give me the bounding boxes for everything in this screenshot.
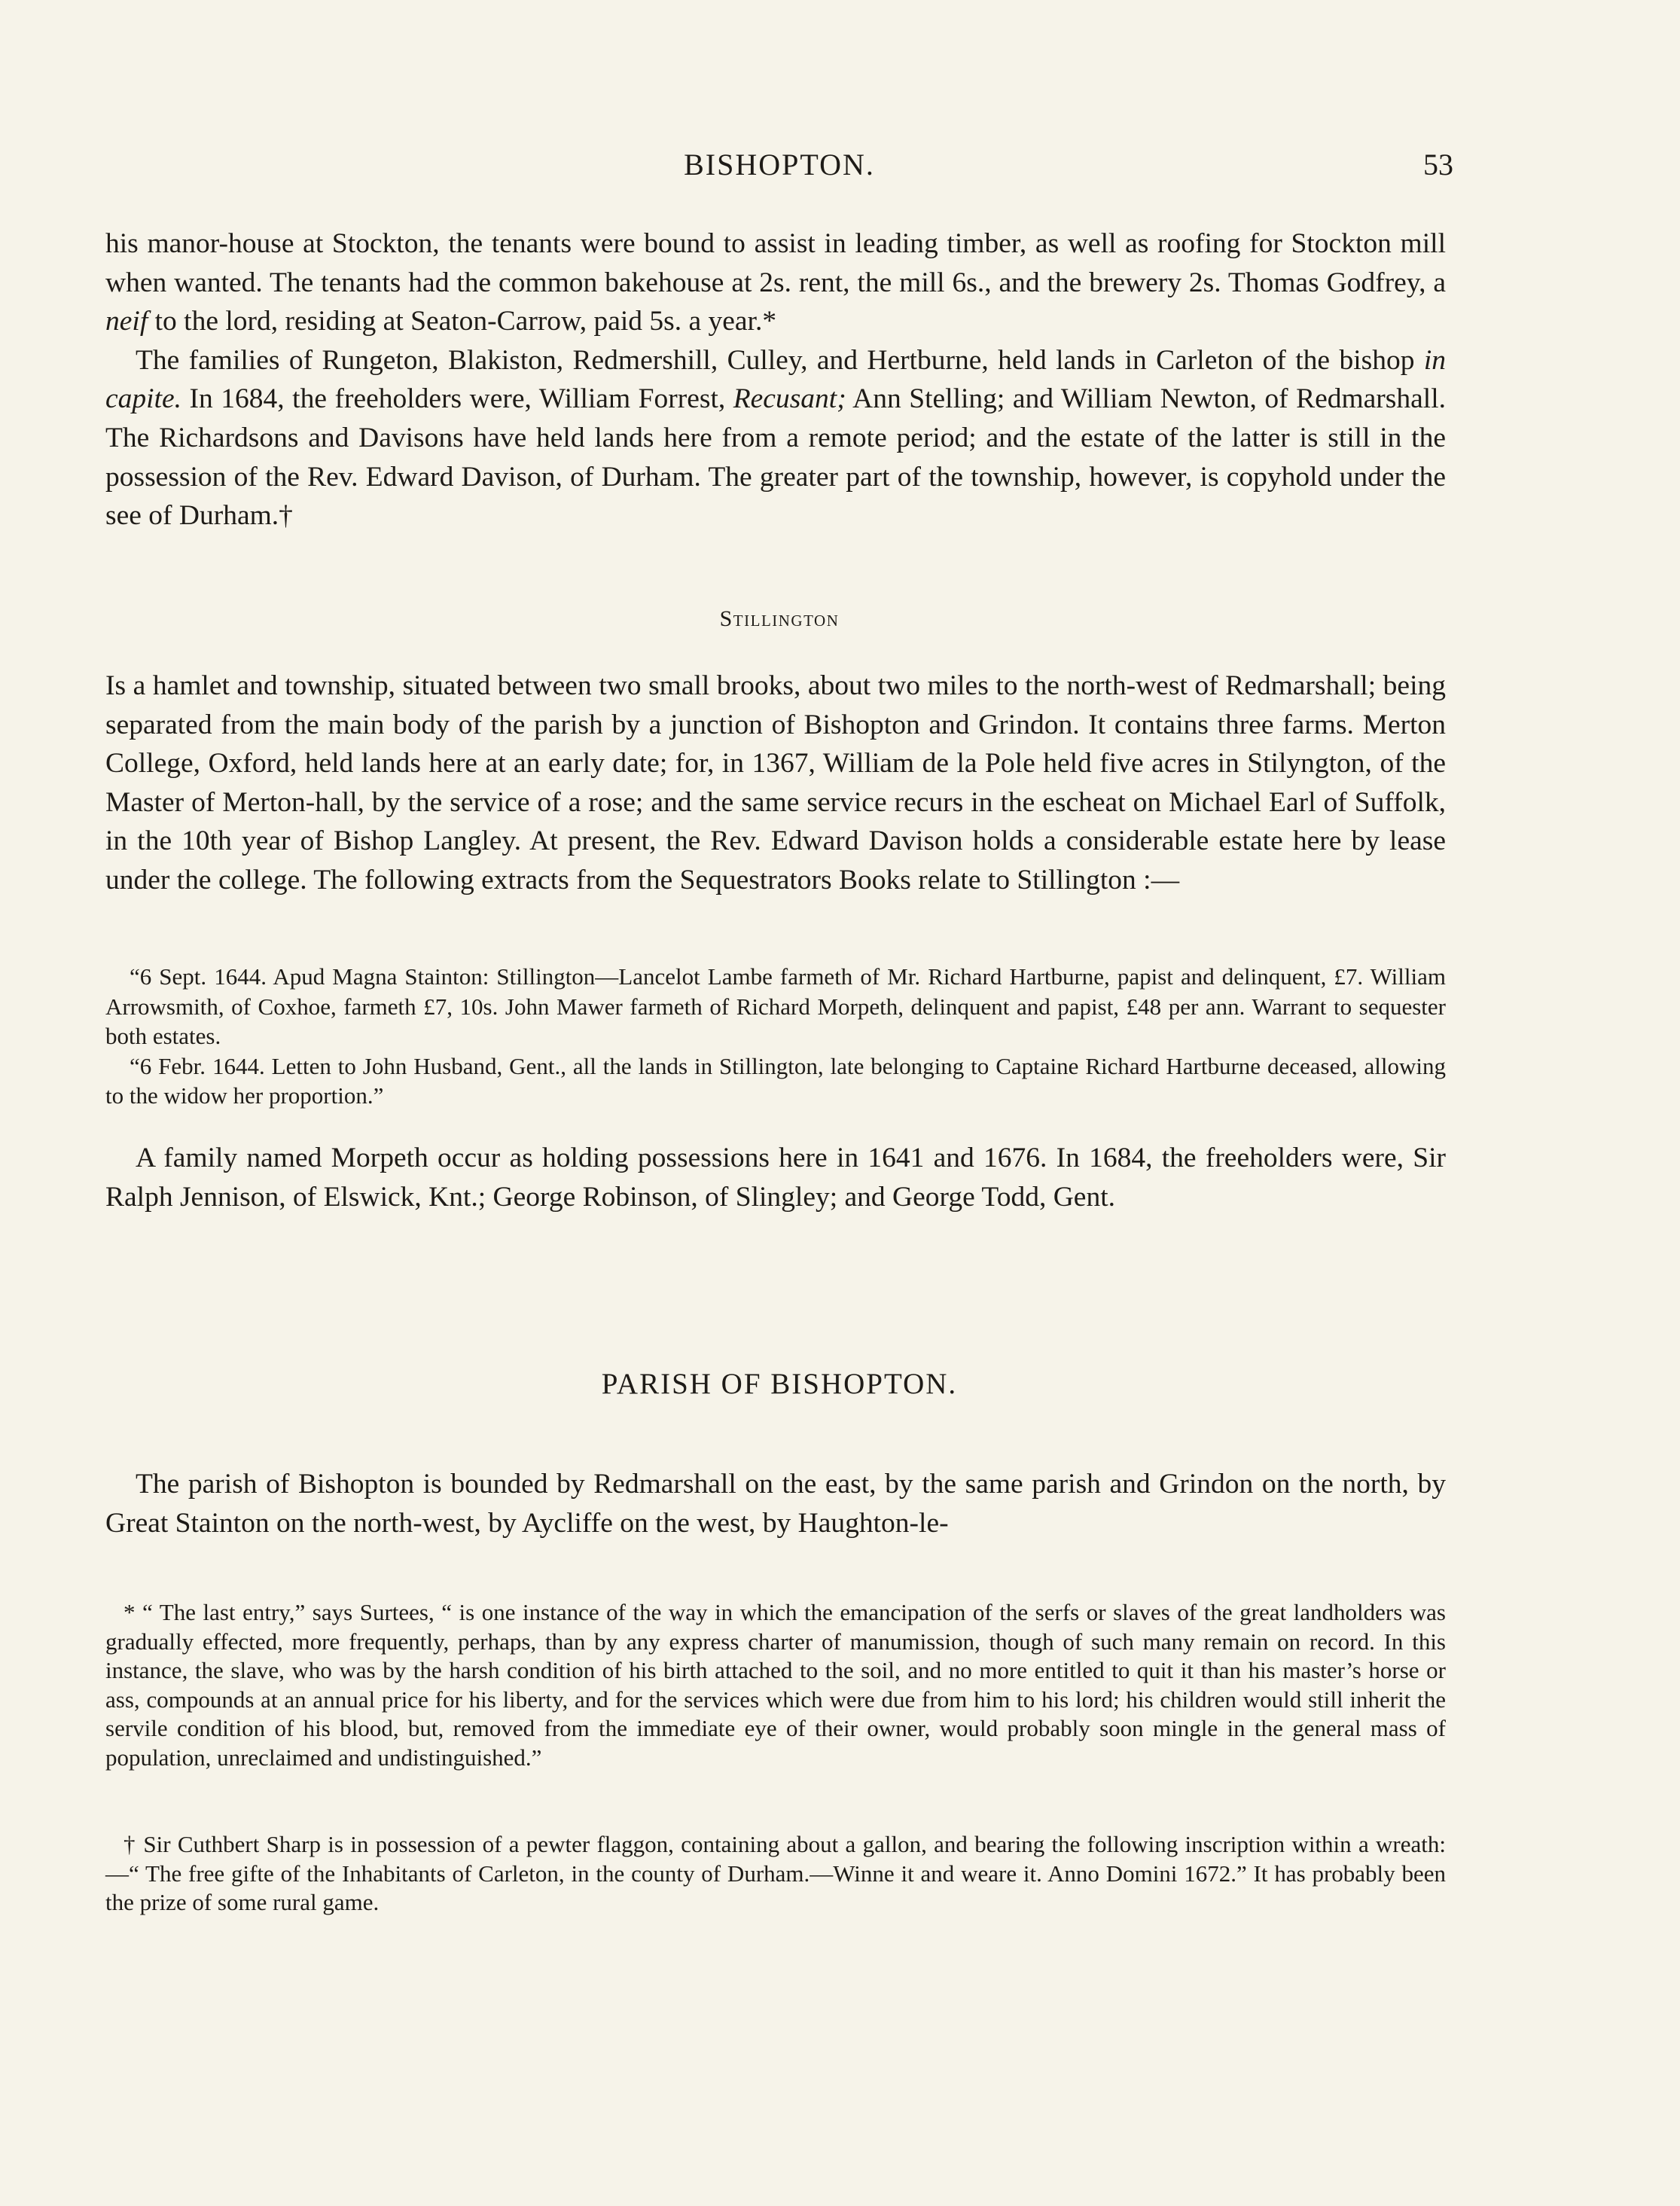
running-title: BISHOPTON. bbox=[684, 148, 875, 182]
manor-text-end: to the lord, residing at Seaton-Carrow, paid 5s. a year.* bbox=[154, 306, 777, 337]
parish-paragraph: The parish of Bishopton is bounded by Redmarshall on the east, by the same parish and Grindon on the north, by Great Stainton on the north-west, by Aycliffe on the west, by Haughton-le- bbox=[105, 1469, 1446, 1539]
stillington-heading: Stillington bbox=[719, 606, 840, 631]
families-paragraph bbox=[105, 341, 1446, 535]
morpeth-paragraph-block bbox=[105, 1139, 1446, 1216]
families-text-end: Ann Stelling; and William Newton, of Redmarshall. The Richardsons and Davisons have held lands here from a remote period; and the estate of the latter is still in the possession of the Rev. Edward Davison, of Durham. The greater part of the township, however, is copyhold under the see of Durham.† bbox=[105, 383, 1446, 532]
families-text-start: The families of Rungeton, Blakiston, Redmershill, Culley, and Hertburne, held lands in Carleton of the bishop bbox=[136, 344, 1415, 376]
morpeth-paragraph: A family named Morpeth occur as holding possessions here in 1641 and 1676. In 1684, the freeholders were, Sir Ralph Jennison, of Elswick, Knt.; George Robinson, of Slingley; and George Todd, Gent. bbox=[105, 1143, 1446, 1213]
footnote-surtees bbox=[105, 1598, 1446, 1772]
neif-term: neif bbox=[105, 306, 148, 337]
families-text-mid: In 1684, the freeholders were, William Forrest, bbox=[189, 383, 726, 415]
page-number: 53 bbox=[1423, 148, 1453, 182]
footnote-text: * “ The last entry,” says Surtees, “ is one instance of the way in which the emancipation of the serfs or slaves of the great landholders was gradually effected, more frequently, perhaps, than by any express charter of manumission, though of such many remain on record. In this instance, the slave, who was by the harsh condition of his birth attached to the soil, and no more entitled to quit it than his master’s horse or ass, compounds at an annual price for his liberty, and for the services which were due from him to his lord; his children would still inherit the servile condition of his blood, but, removed from the immediate eye of their owner, would probably soon mingle in the general mass of population, unreclaimed and undistinguished.” bbox=[105, 1599, 1446, 1771]
footnote-flaggon bbox=[105, 1830, 1446, 1918]
manor-paragraph-block bbox=[105, 224, 1446, 535]
manor-text: his manor-house at Stockton, the tenants were bound to assist in leading timber, as well as roofing for Stockton mill when wanted. The tenants had the common bakehouse at 2s. rent, the mill 6s., and the brewery 2s. Thomas Godfrey, a bbox=[105, 228, 1446, 298]
sequestrators-extracts bbox=[105, 962, 1446, 1111]
manor-paragraph bbox=[105, 224, 1446, 341]
extract-entry: “6 Febr. 1644. Letten to John Husband, Gent., all the lands in Stillington, late belonging to Captaine Richard Hartburne deceased, allowing to the widow her proportion.” bbox=[105, 1052, 1446, 1109]
parish-paragraph-block bbox=[105, 1465, 1446, 1542]
parish-heading: PARISH OF BISHOPTON. bbox=[601, 1368, 958, 1400]
extract-entry: “6 Sept. 1644. Apud Magna Stainton: Stillington—Lancelot Lambe farmeth of Mr. Richard Hartburne, papist and delinquent, £7. William Arrowsmith, of Coxhoe, farmeth £7, 10s. John Mawer farmeth of Richard Morpeth, delinquent and papist, £48 per ann. Warrant to sequester both estates. bbox=[105, 963, 1446, 1049]
in-capite-term: in capite. bbox=[105, 344, 1447, 415]
stillington-paragraph-block bbox=[105, 667, 1446, 900]
footnote-text: † Sir Cuthbert Sharp is in possession of a pewter flaggon, containing about a gallon, and bearing the following inscription within a wreath:—“ The free gifte of the Inhabitants of Carleton, in the county of Durham.—Winne it and weare it. Anno Domini 1672.” It has probably been the prize of some rural game. bbox=[105, 1831, 1446, 1915]
stillington-paragraph: Is a hamlet and township, situated between two small brooks, about two miles to the north-west of Redmarshall; being separated from the main body of the parish by a junction of Bishopton and Grindon. It contains three farms. Merton College, Oxford, held lands here at an early date; for, in 1367, William de la Pole held five acres in Stilyngton, of the Master of Merton-hall, by the service of a rose; and the same service recurs in the escheat on Michael Earl of Suffolk, in the 10th year of Bishop Langley. At present, the Rev. Edward Davison holds a considerable estate here by lease under the college. The following extracts from the Sequestrators Books relate to Stillington :— bbox=[105, 670, 1446, 896]
running-head bbox=[105, 147, 1453, 192]
recusant-term: Recusant; bbox=[733, 383, 846, 415]
